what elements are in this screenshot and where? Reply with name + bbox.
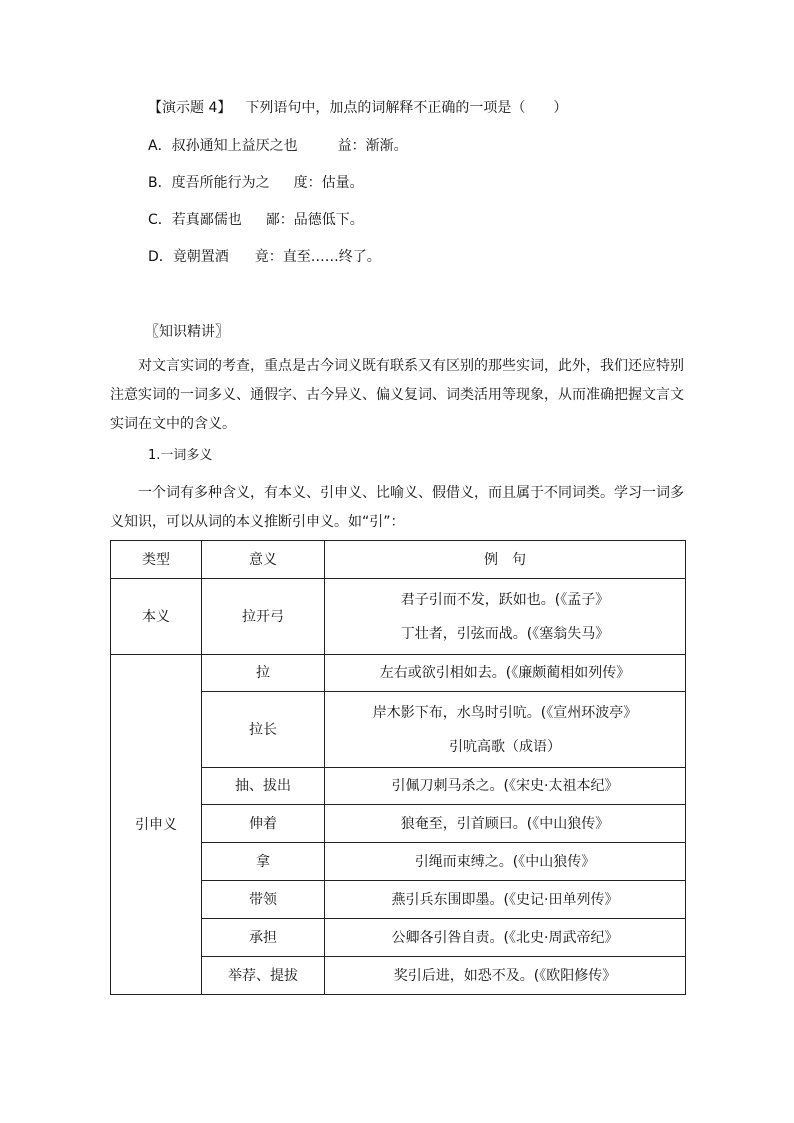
section-heading: 〖知识精讲〗 — [145, 324, 229, 340]
table-header-row — [111, 541, 686, 579]
meaning-cell: 举荐、提拔 — [202, 957, 325, 995]
meaning-cell: 伸着 — [202, 805, 325, 843]
option-c — [148, 210, 364, 230]
question-tag: 【演示题 4】 — [148, 100, 232, 116]
header-example: 例 句 — [325, 541, 686, 579]
option-d — [148, 247, 381, 267]
example-cell: 奖引后进，如恐不及。(《欧阳修传》 — [325, 957, 686, 995]
option-a-sentence: A．叔孙通知上益厌之也 — [148, 138, 298, 154]
type-yinshen: 引申义 — [111, 655, 202, 995]
example-cell — [325, 692, 686, 768]
sub-heading: 1.一词多义 — [148, 448, 213, 463]
meaning-cell: 带领 — [202, 881, 325, 919]
example-cell: 燕引兵东围即墨。(《史记·田单列传》 — [325, 881, 686, 919]
option-d-gloss: 竟：直至……终了。 — [254, 249, 381, 265]
option-c-sentence: C．若真鄙儒也 — [148, 212, 242, 228]
example-cell: 狼奄至，引首顾曰。(《中山狼传》 — [325, 805, 686, 843]
example-cell: 引佩刀刺马杀之。(《宋史·太祖本纪》 — [325, 768, 686, 805]
option-b-sentence: B．度吾所能行为之 — [148, 175, 270, 191]
meaning-cell: 拉长 — [202, 692, 325, 768]
header-meaning: 意义 — [202, 541, 325, 579]
header-type: 类型 — [111, 541, 202, 579]
table-row — [111, 655, 686, 692]
meaning-cell: 拉开弓 — [202, 579, 325, 655]
example-line: 君子引而不发，跃如也。(《孟子》 — [400, 591, 610, 608]
type-benyi: 本义 — [111, 579, 202, 655]
option-a-gloss: 益：渐渐。 — [337, 138, 408, 154]
table-row — [111, 579, 686, 655]
question-stem-line — [148, 98, 567, 118]
example-cell — [325, 579, 686, 655]
option-c-gloss: 鄙：品德低下。 — [265, 212, 364, 228]
sub-intro: 一个词有多种含义，有本义、引申义、比喻义、假借义，而且属于不同词类。学习一词多义知识，可以从词的本义推断引申义。如“引”： — [110, 485, 684, 530]
option-b-gloss: 度：估量。 — [293, 175, 364, 191]
example-cell: 左右或欲引相如去。(《廉颇蔺相如列传》 — [325, 655, 686, 692]
meaning-cell: 拉 — [202, 655, 325, 692]
example-line: 引吭高歌（成语） — [449, 738, 561, 755]
option-b — [148, 173, 364, 193]
meaning-cell: 承担 — [202, 919, 325, 957]
section-intro: 对文言实词的考查，重点是古今词义既有联系又有区别的那些实词，此外，我们还应特别注意实词的一词多义、通假字、古今异义、偏义复词、词类活用等现象，从而准确把握文言文实词在文中的含义。 — [110, 358, 684, 432]
option-a — [148, 136, 408, 156]
option-d-sentence: D．竟朝置酒 — [148, 249, 229, 265]
question-stem: 下列语句中，加点的词解释不正确的一项是（ ） — [245, 100, 568, 116]
meaning-cell: 拿 — [202, 843, 325, 881]
example-line: 岸木影下布，水鸟时引吭。(《宣州环波亭》 — [372, 704, 638, 721]
meaning-cell: 抽、拔出 — [202, 768, 325, 805]
example-cell: 引绳而束缚之。(《中山狼传》 — [325, 843, 686, 881]
example-line: 丁壮者，引弦而战。(《塞翁失马》 — [400, 625, 610, 642]
example-cell: 公卿各引咎自责。(《北史·周武帝纪》 — [325, 919, 686, 957]
yin-meaning-table — [110, 540, 686, 995]
